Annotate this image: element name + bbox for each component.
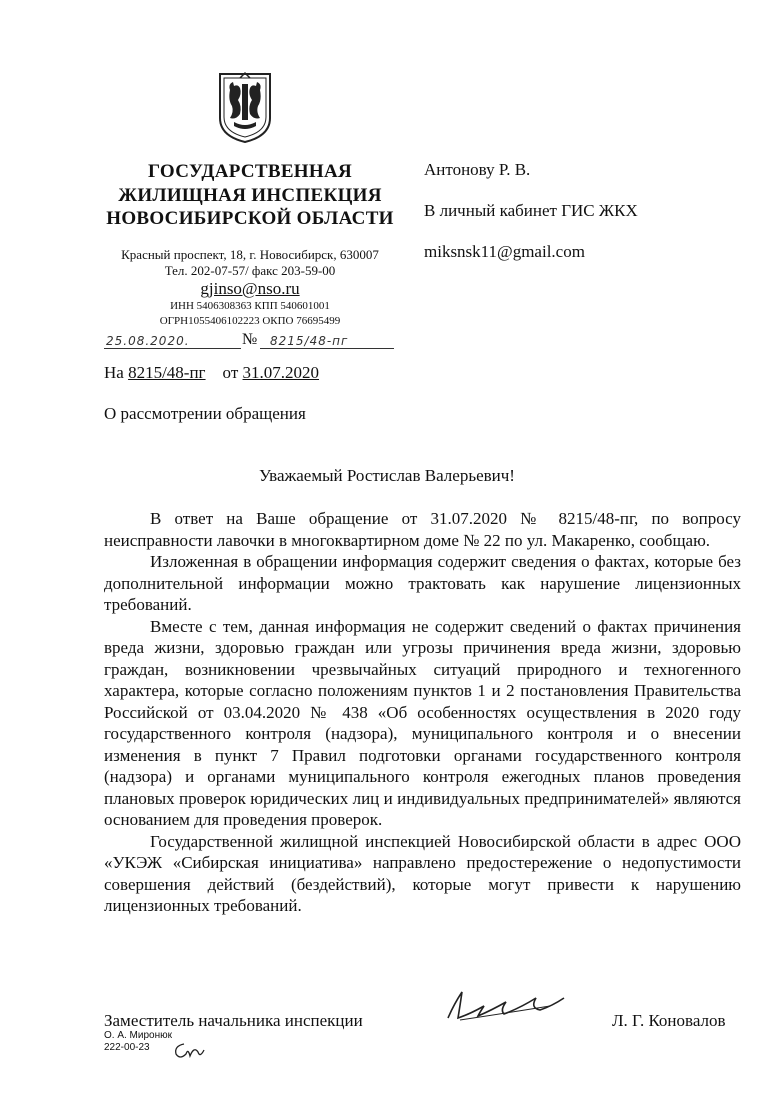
number-sign: №	[242, 331, 258, 348]
signatory-title: Заместитель начальника инспекции	[104, 1011, 363, 1030]
reference-number: 8215/48-пг	[128, 363, 206, 382]
paragraph: Государственной жилищной инспекцией Новосибирской области в адрес ООО «УКЭЖ «Сибирская инициатива» направлено предостережение о недопустимости совершения действий (бездействий), которые могут привести к нарушению лицензионных требований.	[104, 831, 741, 915]
org-phone: Тел. 202-07-57/ факс 203-59-00	[164, 263, 336, 278]
recipient-name: Антонову Р. В.	[424, 160, 531, 179]
handwritten-initials-icon	[170, 1038, 220, 1062]
org-name-line1: ГОСУДАРСТВЕННАЯ	[148, 161, 352, 182]
registration-number: 8215/48-пг	[260, 334, 394, 349]
registration-line	[104, 331, 384, 354]
org-name-line2: ЖИЛИЩНАЯ ИНСПЕКЦИЯ	[118, 185, 382, 206]
org-ogrn-okpo: ОГРН1055406102223 ОКПО 76695499	[159, 315, 341, 327]
executor-name: О. А. Миронюк	[104, 1030, 172, 1041]
org-email-link[interactable]: gjinso@nso.ru	[200, 279, 300, 298]
subject-line: О рассмотрении обращения	[104, 404, 306, 423]
handwritten-signature-icon	[440, 984, 570, 1024]
org-inn-kpp: ИНН 5406308363 КПП 540601001	[170, 300, 330, 312]
org-address: Красный проспект, 18, г. Новосибирск, 630007	[121, 247, 379, 262]
reference-from: от	[222, 363, 239, 382]
recipient-destination: В личный кабинет ГИС ЖКХ	[424, 201, 638, 220]
paragraph: Изложенная в обращении информация содержит сведения о фактах, которые без дополнительной информации можно трактовать как нарушение лицензионных требований.	[104, 552, 741, 614]
org-name-line3: НОВОСИБИРСКОЙ ОБЛАСТИ	[106, 208, 394, 229]
reference-date: 31.07.2020	[242, 363, 320, 382]
coat-of-arms-icon	[216, 70, 274, 144]
letter-body	[104, 508, 741, 917]
executor-block	[104, 1030, 172, 1054]
recipient-email: miksnsk11@gmail.com	[424, 242, 585, 261]
paragraph: В ответ на Ваше обращение от 31.07.2020 № 8215/48-пг, по вопросу неисправности лавочки в многоквартирном доме № 22 по ул. Макаренко, сообщаю.	[104, 509, 741, 550]
greeting: Уважаемый Ростислав Валерьевич!	[259, 466, 515, 485]
reference-line	[104, 363, 319, 383]
executor-phone: 222-00-23	[104, 1042, 150, 1053]
paragraph: Вместе с тем, данная информация не содержит сведений о фактах причинения вреда жизни, здоровью граждан или угрозы причинения вреда жизни, здоровью граждан, возникновении чрезвычайных ситуаций природного и техногенного характера, которые согласно положениям пунктов 1 и 2 постановления Правительства Российской от 03.04.2020 № 438 «Об особенностях осуществления в 2020 году государственного контроля (надзора), муниципального контроля и о внесении изменения в пункт 7 Правил подготовки органами государственного контроля (надзора) и органами муниципального контроля ежегодных планов проведения плановых проверок юридических лиц и индивидуальных предпринимателей» являются основанием для проведения проверок.	[104, 616, 741, 829]
reference-prefix: На	[104, 363, 124, 382]
registration-date: 25.08.2020.	[104, 334, 241, 349]
signatory-name: Л. Г. Коновалов	[612, 1011, 726, 1030]
